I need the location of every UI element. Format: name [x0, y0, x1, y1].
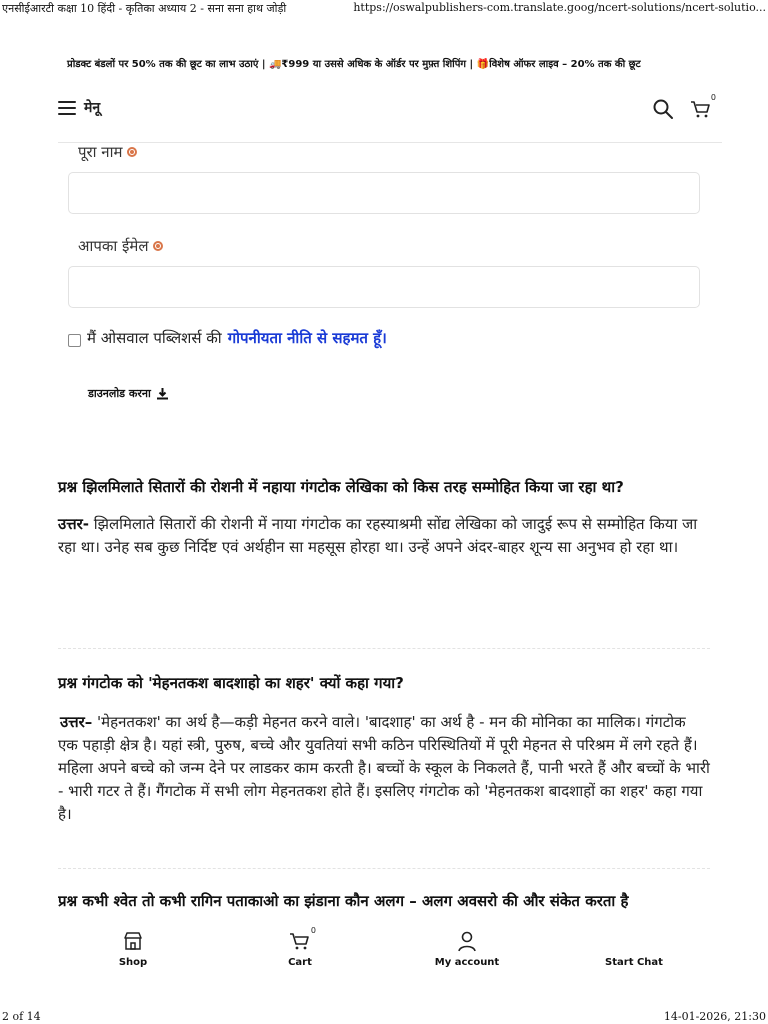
question-text: प्रश्न गंगटोक को 'मेहनतकश बादशाहो का शहर' क्यों कहा गया?: [58, 674, 404, 692]
nav-chat-label: Start Chat: [605, 957, 663, 968]
answer-prefix: उत्तर–: [60, 713, 93, 731]
email-label-text: आपका ईमेल: [78, 237, 149, 255]
cart-count-badge: 0: [710, 93, 716, 102]
cart-button[interactable]: [690, 93, 716, 120]
nav-account-label: My account: [434, 957, 500, 968]
email-input[interactable]: [68, 266, 700, 308]
cart-icon: [690, 98, 712, 120]
qa-divider: [58, 868, 710, 869]
qa-item: [58, 474, 710, 559]
user-icon: [456, 930, 478, 952]
nav-cart-label: Cart: [288, 957, 312, 968]
name-label: [78, 142, 137, 162]
promo-bar: [0, 56, 768, 72]
qa-item: [58, 670, 710, 826]
promo-text: प्रोडक्ट बंडलों पर 50% तक की छूट का लाभ उठाएं | 🚚₹999 या उससे अधिक के ऑर्डर पर मुफ़्त शिपिंग | 🎁विशेष ऑफर लाइव – 20% तक की छूट: [67, 59, 641, 70]
name-input[interactable]: [68, 172, 700, 214]
nav-cart-count: 0: [310, 926, 316, 935]
answer-text: [58, 513, 710, 559]
print-header: [0, 0, 768, 20]
privacy-checkbox[interactable]: [68, 334, 81, 347]
nav-shop-label: Shop: [118, 957, 148, 968]
nav-shop[interactable]: [88, 930, 178, 968]
answer-text: [58, 711, 710, 826]
search-button[interactable]: [652, 98, 674, 120]
nav-cart-icon-wrap: [289, 926, 316, 952]
qa-divider: [58, 648, 710, 649]
hamburger-icon: [58, 101, 76, 115]
search-icon: [652, 98, 674, 120]
shop-icon: [122, 930, 144, 952]
print-footer: [0, 1008, 768, 1024]
page-number: 2 of 14: [2, 1010, 41, 1023]
print-datetime: 14-01-2026, 21:30: [663, 1010, 766, 1023]
privacy-policy-link[interactable]: गोपनीयता नीति से सहमत हूँ।: [227, 329, 387, 347]
question-text: प्रश्न झिलमिलाते सितारों की रोशनी में नहाया गंगटोक लेखिका को किस तरह सम्मोहित किया जा रहा था?: [58, 478, 624, 496]
nav-account[interactable]: [422, 930, 512, 968]
answer-body: 'मेहनतकश' का अर्थ है—कड़ी मेहनत करने वाले। 'बादशाह' का अर्थ है - मन की मोनिका का मालिक। गंगटोक एक पहाड़ी क्षेत्र है। यहां स्त्री, पुरुष, बच्चे और युवतियां सभी कठिन परिस्थितियों में पूरी मेहनत से परिश्रम में लगे रहते हैं। महिला अपने बच्चे को जन्म देने पर लाडकर काम करती है। बच्चों के स्कूल के निकलते हैं, पानी भरते हैं और बच्चों के भारी - भारी गटर ते हैं। गैंगटोक में सभी लोग मेहनतकश होते हैं। इसलिए गंगटोक को 'मेहनतकश बादशाहों का शहर' कहा गया है।: [58, 713, 710, 823]
menu-label: मेनू: [84, 100, 101, 116]
required-icon: [127, 147, 137, 157]
bottom-navigation: [70, 922, 710, 982]
cart-icon: [289, 930, 311, 952]
download-label: डाउनलोड करना: [88, 387, 151, 400]
privacy-consent: [68, 328, 387, 348]
menu-button[interactable]: [58, 98, 100, 117]
answer-body: झिलमिलाते सितारों की रोशनी में नाया गंगटोक का रहस्याश्रमी सोंद्य लेखिका को जादुई रूप से सम्मोहित किया जा रहा था। उनेह सब कुछ निर्दिष्ट एवं अर्थहीन सा महसूस होरहा था। उन्हें अपने अंदर-बाहर शून्य सा अनुभव हो रहा था।: [58, 515, 698, 556]
download-icon: [156, 387, 169, 400]
question-text: प्रश्न कभी श्वेत तो कभी रागिन पताकाओ का झंडाना कौन अलग – अलग अवसरो की और संकेत करता है: [58, 892, 629, 910]
answer-prefix: उत्तर-: [58, 515, 89, 533]
nav-chat[interactable]: [589, 957, 679, 968]
header-actions: [652, 93, 716, 120]
header-divider: [58, 142, 722, 143]
nav-cart[interactable]: [255, 926, 345, 968]
required-icon: [153, 241, 163, 251]
download-button[interactable]: [88, 386, 169, 401]
site-header: [58, 90, 716, 132]
email-label: [78, 236, 163, 256]
consent-text: मैं ओसवाल पब्लिशर्स की: [87, 329, 222, 347]
page-title: एनसीईआरटी कक्षा 10 हिंदी - कृतिका अध्याय 2 - सना सना हाथ जोड़ी: [2, 2, 287, 15]
qa-item: [58, 888, 710, 922]
name-label-text: पूरा नाम: [78, 143, 123, 161]
page-url: https://oswalpublishers-com.translate.goog/ncert-solutions/ncert-solutio...: [353, 1, 766, 14]
